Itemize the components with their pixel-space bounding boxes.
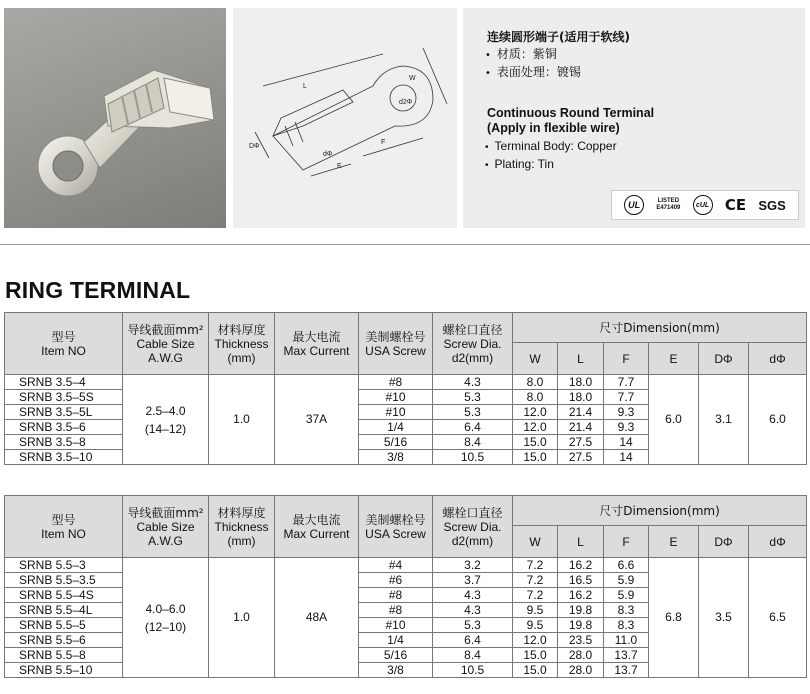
dia-cell: 5.3 bbox=[433, 618, 513, 633]
current-cell: 48A bbox=[275, 558, 359, 678]
item-cell: SRNB 3.5–5L bbox=[5, 405, 123, 420]
f-cell: 8.3 bbox=[604, 618, 649, 633]
dd-cell: 3.5 bbox=[699, 558, 749, 678]
dia-cell: 6.4 bbox=[433, 633, 513, 648]
spec-list-cn bbox=[485, 46, 581, 82]
header-cn: 最大电流 bbox=[292, 512, 341, 527]
screw-cell: #10 bbox=[359, 618, 433, 633]
header-en: d2(mm) bbox=[451, 533, 494, 548]
f-cell: 8.3 bbox=[604, 603, 649, 618]
header-en: d2(mm) bbox=[451, 350, 494, 365]
e-cell: 6.0 bbox=[649, 375, 699, 465]
header-cn: 型号 bbox=[51, 329, 76, 344]
ring-terminal-photo-icon bbox=[4, 8, 226, 228]
certification-logos bbox=[611, 190, 799, 220]
dia-cell: 8.4 bbox=[433, 435, 513, 450]
header-en: (mm) bbox=[227, 533, 256, 548]
dia-cell: 4.3 bbox=[433, 375, 513, 390]
f-cell: 9.3 bbox=[604, 405, 649, 420]
header-en: Max Current bbox=[283, 343, 350, 358]
item-cell: SRNB 5.5–8 bbox=[5, 648, 123, 663]
listed-number: E471409 bbox=[656, 205, 681, 211]
header-en: Cable Size bbox=[136, 336, 195, 351]
l-cell: 28.0 bbox=[558, 663, 604, 678]
screw-cell: 5/16 bbox=[359, 648, 433, 663]
w-cell: 8.0 bbox=[513, 375, 558, 390]
header-cn: 材料厚度 bbox=[217, 322, 266, 337]
awg-value: (14–12) bbox=[144, 421, 187, 436]
w-cell: 12.0 bbox=[513, 405, 558, 420]
w-cell: 15.0 bbox=[513, 663, 558, 678]
screw-cell: #8 bbox=[359, 603, 433, 618]
header-cn: 导线截面mm² bbox=[127, 505, 204, 520]
cable-cell bbox=[123, 558, 209, 678]
thickness-cell: 1.0 bbox=[209, 558, 275, 678]
item-cell: SRNB 3.5–6 bbox=[5, 420, 123, 435]
spec-title-cn: 连续圆形端子(适用于软线) bbox=[487, 30, 630, 44]
dia-cell: 5.3 bbox=[433, 390, 513, 405]
w-cell: 7.2 bbox=[513, 573, 558, 588]
dia-cell: 8.4 bbox=[433, 648, 513, 663]
header-en: Screw Dia. bbox=[443, 336, 502, 351]
col-header-cable bbox=[123, 313, 209, 375]
dd-cell: 3.1 bbox=[699, 375, 749, 465]
product-header bbox=[0, 0, 810, 230]
awg-value: (12–10) bbox=[144, 619, 187, 634]
screw-cell: 3/8 bbox=[359, 663, 433, 678]
header-en: Screw Dia. bbox=[443, 519, 502, 534]
dimension-drawing bbox=[233, 8, 457, 228]
header-en: A.W.G bbox=[148, 533, 183, 548]
l-cell: 27.5 bbox=[558, 450, 604, 465]
l-cell: 27.5 bbox=[558, 435, 604, 450]
table-row bbox=[5, 375, 807, 390]
item-cell: SRNB 3.5–10 bbox=[5, 450, 123, 465]
w-cell: 12.0 bbox=[513, 633, 558, 648]
screw-cell: #8 bbox=[359, 375, 433, 390]
spec-table-1 bbox=[4, 312, 807, 465]
header-en: Item NO bbox=[41, 526, 86, 541]
spec-title-en-line2: (Apply in flexible wire) bbox=[487, 121, 620, 135]
drawing-label: F bbox=[381, 139, 386, 146]
w-cell: 9.5 bbox=[513, 618, 558, 633]
section-title: RING TERMINAL bbox=[5, 277, 191, 303]
l-cell: 16.2 bbox=[558, 558, 604, 573]
spec-item: • 材质：紫铜 bbox=[485, 46, 581, 64]
header-en: Item NO bbox=[41, 343, 86, 358]
w-cell: 15.0 bbox=[513, 648, 558, 663]
col-header-w: W bbox=[513, 526, 558, 558]
screw-cell: #6 bbox=[359, 573, 433, 588]
col-header-e: E bbox=[649, 526, 699, 558]
header-en: Thickness bbox=[214, 336, 269, 351]
product-photo bbox=[4, 8, 226, 228]
item-cell: SRNB 5.5–4S bbox=[5, 588, 123, 603]
col-header-item bbox=[5, 496, 123, 558]
drawing-label: DΦ bbox=[249, 143, 260, 150]
screw-cell: #10 bbox=[359, 390, 433, 405]
drawing-label: d2Φ bbox=[399, 99, 413, 106]
item-cell: SRNB 5.5–10 bbox=[5, 663, 123, 678]
item-cell: SRNB 5.5–3.5 bbox=[5, 573, 123, 588]
f-cell: 11.0 bbox=[604, 633, 649, 648]
f-cell: 5.9 bbox=[604, 573, 649, 588]
header-en: USA Screw bbox=[365, 343, 426, 358]
screw-cell: #4 bbox=[359, 558, 433, 573]
screw-cell: 1/4 bbox=[359, 633, 433, 648]
w-cell: 12.0 bbox=[513, 420, 558, 435]
listed-text: LISTED bbox=[657, 198, 680, 204]
col-header-dd: DΦ bbox=[699, 343, 749, 375]
drawing-label: W bbox=[409, 75, 416, 82]
f-cell: 14 bbox=[604, 450, 649, 465]
f-cell: 13.7 bbox=[604, 648, 649, 663]
header-cn: 导线截面mm² bbox=[127, 322, 204, 337]
f-cell: 7.7 bbox=[604, 390, 649, 405]
col-header-screw bbox=[359, 313, 433, 375]
header-cn: 美制螺栓号 bbox=[365, 512, 426, 527]
dia-cell: 10.5 bbox=[433, 450, 513, 465]
l-cell: 19.8 bbox=[558, 603, 604, 618]
listed-mark bbox=[656, 198, 680, 212]
thickness-cell: 1.0 bbox=[209, 375, 275, 465]
f-cell: 5.9 bbox=[604, 588, 649, 603]
screw-cell: #10 bbox=[359, 405, 433, 420]
w-cell: 9.5 bbox=[513, 603, 558, 618]
current-cell: 37A bbox=[275, 375, 359, 465]
l-cell: 21.4 bbox=[558, 420, 604, 435]
col-header-current bbox=[275, 496, 359, 558]
col-header-dimension: 尺寸Dimension(mm) bbox=[513, 496, 807, 526]
screw-cell: 5/16 bbox=[359, 435, 433, 450]
l-cell: 18.0 bbox=[558, 390, 604, 405]
col-header-e: E bbox=[649, 343, 699, 375]
item-cell: SRNB 5.5–6 bbox=[5, 633, 123, 648]
ce-logo-icon: CE bbox=[724, 196, 747, 214]
spec-item: • Terminal Body: Copper bbox=[485, 138, 617, 156]
screw-cell: #8 bbox=[359, 588, 433, 603]
header-en: Max Current bbox=[283, 526, 350, 541]
l-cell: 16.5 bbox=[558, 573, 604, 588]
spec-title-en bbox=[487, 106, 654, 136]
section-divider bbox=[0, 244, 810, 245]
dia-cell: 3.2 bbox=[433, 558, 513, 573]
spec-list-en bbox=[485, 138, 617, 174]
item-cell: SRNB 3.5–4 bbox=[5, 375, 123, 390]
drawing-label: L bbox=[303, 83, 307, 90]
l-cell: 28.0 bbox=[558, 648, 604, 663]
f-cell: 14 bbox=[604, 435, 649, 450]
header-cn: 材料厚度 bbox=[217, 505, 266, 520]
header-en: Thickness bbox=[214, 519, 269, 534]
w-cell: 7.2 bbox=[513, 588, 558, 603]
screw-cell: 1/4 bbox=[359, 420, 433, 435]
col-header-l: L bbox=[558, 526, 604, 558]
l-cell: 18.0 bbox=[558, 375, 604, 390]
dia-cell: 10.5 bbox=[433, 663, 513, 678]
ul-logo-icon: UL bbox=[624, 195, 644, 215]
f-cell: 7.7 bbox=[604, 375, 649, 390]
col-header-screw bbox=[359, 496, 433, 558]
w-cell: 7.2 bbox=[513, 558, 558, 573]
table-row bbox=[5, 558, 807, 573]
dia-cell: 4.3 bbox=[433, 588, 513, 603]
col-header-w: W bbox=[513, 343, 558, 375]
header-cn: 螺栓口直径 bbox=[442, 505, 503, 520]
col-header-current bbox=[275, 313, 359, 375]
dia-cell: 3.7 bbox=[433, 573, 513, 588]
col-header-dia bbox=[433, 313, 513, 375]
e-cell: 6.8 bbox=[649, 558, 699, 678]
l-cell: 23.5 bbox=[558, 633, 604, 648]
spec-table-2 bbox=[4, 495, 807, 678]
header-en: USA Screw bbox=[365, 526, 426, 541]
screw-cell: 3/8 bbox=[359, 450, 433, 465]
spec-title-en-line1: Continuous Round Terminal bbox=[487, 106, 655, 120]
l-cell: 16.2 bbox=[558, 588, 604, 603]
spec-item: • 表面处理：镀锡 bbox=[485, 64, 581, 82]
item-cell: SRNB 5.5–5 bbox=[5, 618, 123, 633]
dia-cell: 6.4 bbox=[433, 420, 513, 435]
col-header-f: F bbox=[604, 343, 649, 375]
cable-cell bbox=[123, 375, 209, 465]
col-header-l: L bbox=[558, 343, 604, 375]
header-cn: 美制螺栓号 bbox=[365, 329, 426, 344]
w-cell: 15.0 bbox=[513, 450, 558, 465]
header-cn: 螺栓口直径 bbox=[442, 322, 503, 337]
cul-logo-icon: cUL bbox=[693, 195, 713, 215]
item-cell: SRNB 5.5–4L bbox=[5, 603, 123, 618]
l-cell: 21.4 bbox=[558, 405, 604, 420]
f-cell: 13.7 bbox=[604, 663, 649, 678]
col-header-cable bbox=[123, 496, 209, 558]
cable-size: 4.0–6.0 bbox=[145, 601, 186, 616]
header-cn: 型号 bbox=[51, 512, 76, 527]
col-header-dia bbox=[433, 496, 513, 558]
sgs-logo-icon: SGS bbox=[758, 197, 786, 213]
dia-cell: 4.3 bbox=[433, 603, 513, 618]
d-cell: 6.5 bbox=[749, 558, 807, 678]
w-cell: 15.0 bbox=[513, 435, 558, 450]
header-en: (mm) bbox=[227, 350, 256, 365]
col-header-dd: DΦ bbox=[699, 526, 749, 558]
spec-item: • Plating: Tin bbox=[485, 156, 617, 174]
dia-cell: 5.3 bbox=[433, 405, 513, 420]
f-cell: 6.6 bbox=[604, 558, 649, 573]
col-header-item bbox=[5, 313, 123, 375]
d-cell: 6.0 bbox=[749, 375, 807, 465]
w-cell: 8.0 bbox=[513, 390, 558, 405]
drawing-label: dΦ bbox=[323, 151, 333, 158]
col-header-d: dΦ bbox=[749, 343, 807, 375]
f-cell: 9.3 bbox=[604, 420, 649, 435]
item-cell: SRNB 5.5–3 bbox=[5, 558, 123, 573]
l-cell: 19.8 bbox=[558, 618, 604, 633]
item-cell: SRNB 3.5–8 bbox=[5, 435, 123, 450]
col-header-d: dΦ bbox=[749, 526, 807, 558]
header-en: A.W.G bbox=[148, 350, 183, 365]
col-header-dimension: 尺寸Dimension(mm) bbox=[513, 313, 807, 343]
drawing-label: E bbox=[337, 163, 342, 170]
col-header-thickness bbox=[209, 313, 275, 375]
item-cell: SRNB 3.5–5S bbox=[5, 390, 123, 405]
col-header-f: F bbox=[604, 526, 649, 558]
spec-panel bbox=[463, 8, 805, 228]
cable-size: 2.5–4.0 bbox=[145, 403, 186, 418]
header-en: Cable Size bbox=[136, 519, 195, 534]
header-cn: 最大电流 bbox=[292, 329, 341, 344]
col-header-thickness bbox=[209, 496, 275, 558]
